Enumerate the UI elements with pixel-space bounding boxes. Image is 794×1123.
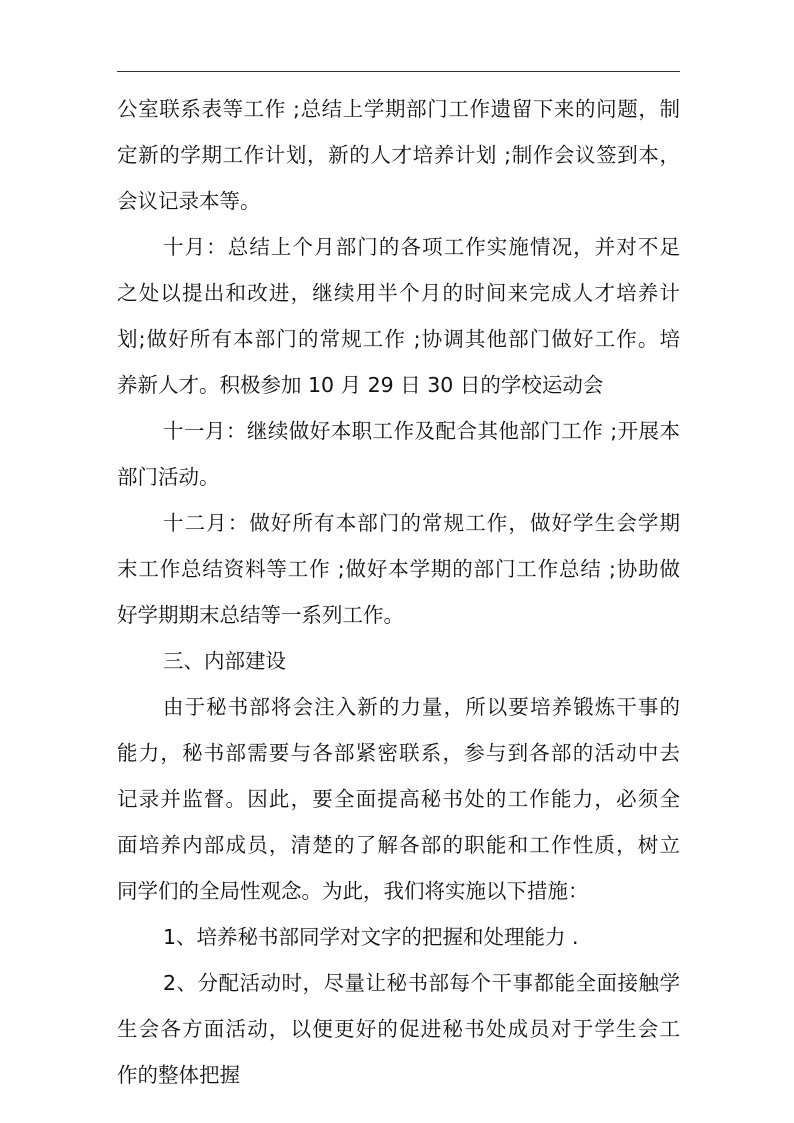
- paragraph-october: [117, 224, 680, 408]
- text-line: 好学期期末总结等一系列工作。: [117, 603, 404, 627]
- section-heading-internal-construction: [117, 638, 680, 684]
- paragraph-intro-measures: [117, 684, 680, 914]
- text-line: 十二月：做好所有本部门的常规工作，做好学生会学期: [163, 511, 680, 535]
- text-line: 养新人才。积极参加 10 月 29 日 30 日的学校运动会: [117, 373, 604, 397]
- text-line: 由于秘书部将会注入新的力量，所以要培养锻炼干事的: [163, 695, 680, 719]
- paragraph-measure-1: [117, 914, 680, 960]
- paragraph-measure-2: [117, 960, 680, 1098]
- text-line: 部门活动。: [117, 465, 220, 489]
- text-line: 能力，秘书部需要与各部紧密联系，参与到各部的活动中去: [117, 741, 680, 765]
- text-line: 记录并监督。因此，要全面提高秘书处的工作能力，必须全: [117, 787, 680, 811]
- list-item: 2、分配活动时，尽量让秘书部每个干事都能全面接触学: [163, 971, 680, 995]
- text-line: 公室联系表等工作 ;总结上学期部门工作遗留下来的问题，制: [117, 97, 680, 121]
- list-item: 1、培养秘书部同学对文字的把握和处理能力 .: [163, 925, 579, 949]
- text-line: 十一月：继续做好本职工作及配合其他部门工作 ;开展本: [163, 419, 680, 443]
- header-rule: [117, 71, 680, 72]
- section-heading: 三、内部建设: [163, 649, 286, 673]
- text-line: 末工作总结资料等工作 ;做好本学期的部门工作总结 ;协助做: [117, 557, 680, 581]
- text-line: 同学们的全局性观念。为此，我们将实施以下措施：: [117, 879, 589, 903]
- text-line: 十月：总结上个月部门的各项工作实施情况，并对不足: [163, 235, 680, 259]
- text-line: 会议记录本等。: [117, 189, 261, 213]
- text-line: 定新的学期工作计划，新的人才培养计划 ;制作会议签到本，: [117, 143, 680, 167]
- text-line: 作的整体把握: [117, 1063, 240, 1087]
- paragraph-december: [117, 500, 680, 638]
- paragraph-november: [117, 408, 680, 500]
- text-line: 面培养内部成员，清楚的了解各部的职能和工作性质，树立: [117, 833, 680, 857]
- text-line: 之处以提出和改进，继续用半个月的时间来完成人才培养计: [117, 281, 680, 305]
- paragraph-office-contacts: [117, 86, 680, 224]
- text-line: 划;做好所有本部门的常规工作 ;协调其他部门做好工作。培: [117, 327, 680, 351]
- text-line: 生会各方面活动，以便更好的促进秘书处成员对于学生会工: [117, 1017, 680, 1041]
- document-body: [117, 86, 680, 1098]
